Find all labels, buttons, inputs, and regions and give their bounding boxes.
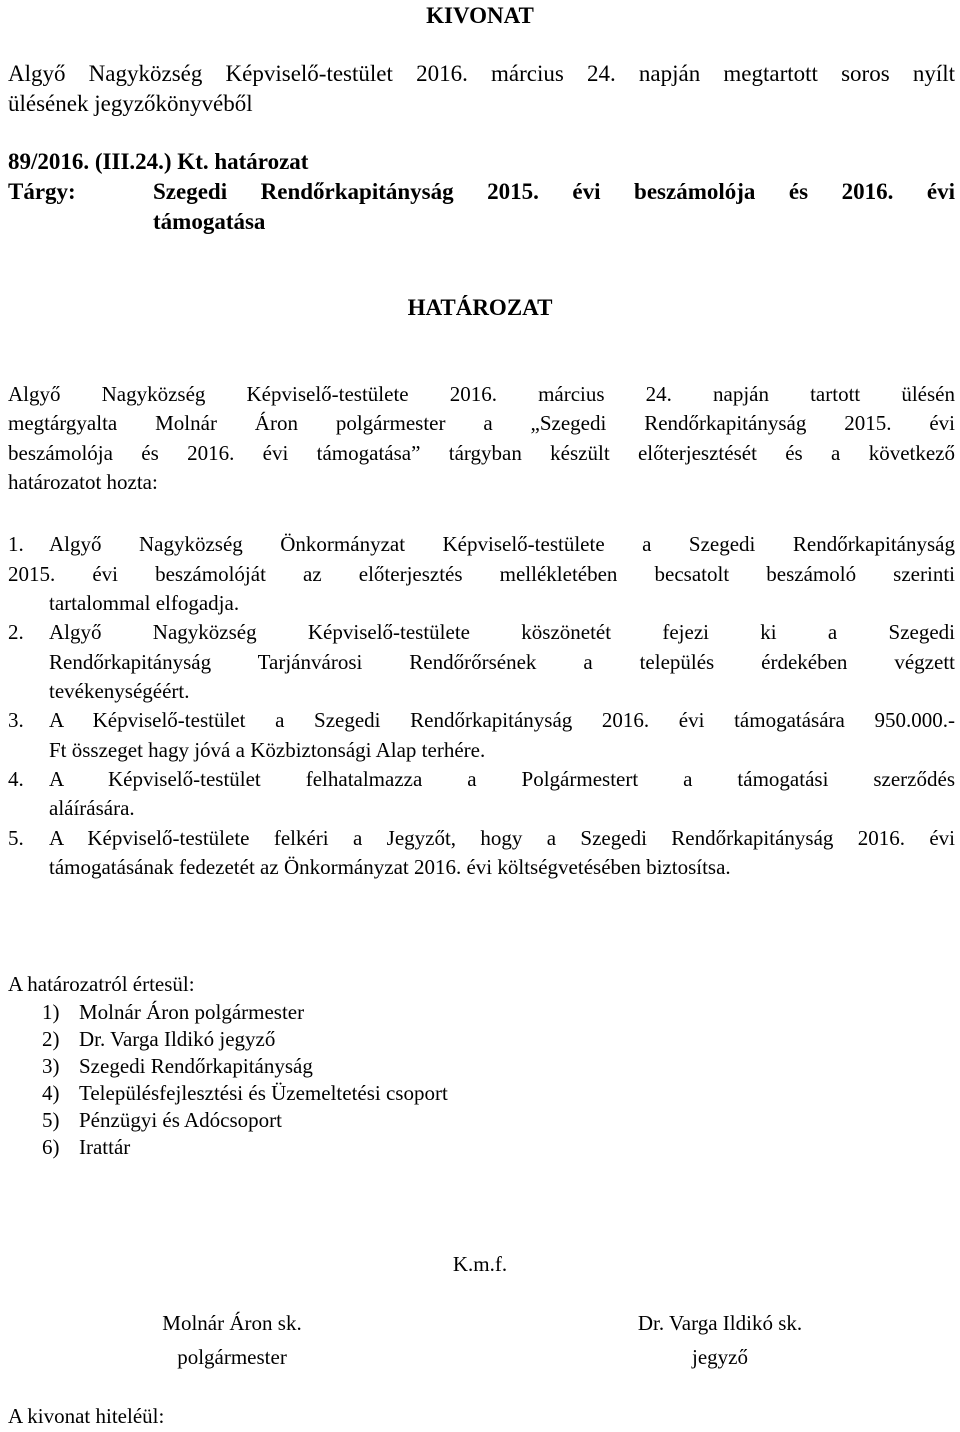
- item-number: 1.: [8, 532, 24, 556]
- item-number: 2.: [8, 620, 24, 644]
- right-signatory-title: jegyző: [692, 1345, 748, 1369]
- item-3-line-2: Ft összeget hagy jóvá a Közbiztonsági Alap terhére.: [49, 738, 486, 762]
- document-title: KIVONAT: [426, 3, 534, 28]
- decision-number: 89/2016. (III.24.) Kt. határozat: [8, 149, 309, 174]
- left-signatory-name: Molnár Áron sk.: [162, 1311, 302, 1335]
- item-2-line-3: tevékenységéért.: [49, 679, 190, 703]
- recipient-item: 3) Szegedi Rendőrkapitányság: [42, 1054, 313, 1078]
- recipient-item: 1) Molnár Áron polgármester: [42, 1000, 305, 1024]
- item-1-line-2: 2015. évi beszámolóját az előterjesztés mellékletében becsatolt beszámoló szerinti: [8, 562, 955, 586]
- item-number: 4.: [8, 767, 24, 791]
- preamble-line-1: Algyő Nagyközség Képviselő-testülete 2016. március 24. napján tartott ülésén: [8, 382, 955, 406]
- decision-item-4: [0, 765, 960, 795]
- decision-item-2: [0, 618, 960, 648]
- decision-heading: HATÁROZAT: [407, 295, 553, 320]
- recipient-item: 6) Irattár: [42, 1135, 131, 1159]
- subject-line-2: támogatása: [153, 209, 266, 234]
- subject-line-1: Szegedi Rendőrkapitányság 2015. évi beszámolója és 2016. évi: [153, 179, 955, 204]
- decision-item-5: [0, 824, 960, 854]
- item-2-line-1: Algyő Nagyközség Képviselő-testülete köszönetét fejezi ki a Szegedi: [49, 620, 955, 644]
- item-5-line-1: A Képviselő-testülete felkéri a Jegyzőt, hogy a Szegedi Rendőrkapitányság 2016. évi: [49, 826, 955, 850]
- item-1-line-3: tartalommal elfogadja.: [49, 591, 240, 615]
- preamble-line-2: megtárgyalta Molnár Áron polgármester a „Szegedi Rendőrkapitányság 2015. évi: [8, 411, 955, 435]
- recipient-item: 5) Pénzügyi és Adócsoport: [42, 1108, 282, 1132]
- item-4-line-2: aláírására.: [49, 796, 135, 820]
- recipient-item: 2) Dr. Varga Ildikó jegyző: [42, 1027, 276, 1051]
- subject-label: Tárgy:: [8, 179, 76, 204]
- item-5-line-2: támogatásának fedezetét az Önkormányzat 2016. évi költségvetésében biztosítsa.: [49, 855, 731, 879]
- recipient-item: 4) Településfejlesztési és Üzemeltetési csoport: [42, 1081, 448, 1105]
- item-number: 5.: [8, 826, 24, 850]
- preamble-line-4: határozatot hozta:: [8, 470, 158, 494]
- intro-line-2: ülésének jegyzőkönyvéből: [8, 91, 253, 116]
- item-3-line-1: A Képviselő-testület a Szegedi Rendőrkapitányság 2016. évi támogatására 950.000.-: [49, 708, 955, 732]
- certified-label: A kivonat hiteléül:: [8, 1404, 165, 1428]
- item-4-line-1: A Képviselő-testület felhatalmazza a Polgármestert a támogatási szerződés: [49, 767, 955, 791]
- notification-label: A határozatról értesül:: [8, 972, 195, 996]
- decision-item-3: [0, 706, 960, 736]
- item-number: 3.: [8, 708, 24, 732]
- right-signatory-name: Dr. Varga Ildikó sk.: [637, 1311, 803, 1335]
- intro-line-1: Algyő Nagyközség Képviselő-testület 2016. március 24. napján megtartott soros nyílt: [8, 61, 955, 86]
- item-2-line-2: Rendőrkapitányság Tarjánvárosi Rendőrőrsének a település érdekében végzett: [49, 650, 955, 674]
- kmf-label: K.m.f.: [452, 1252, 508, 1276]
- item-1-line-1: Algyő Nagyközség Önkormányzat Képviselő-testülete a Szegedi Rendőrkapitányság: [49, 532, 955, 556]
- left-signatory-title: polgármester: [177, 1345, 287, 1369]
- preamble-line-3: beszámolója és 2016. évi támogatása” tárgyban készült előterjesztését és a következő: [8, 441, 955, 465]
